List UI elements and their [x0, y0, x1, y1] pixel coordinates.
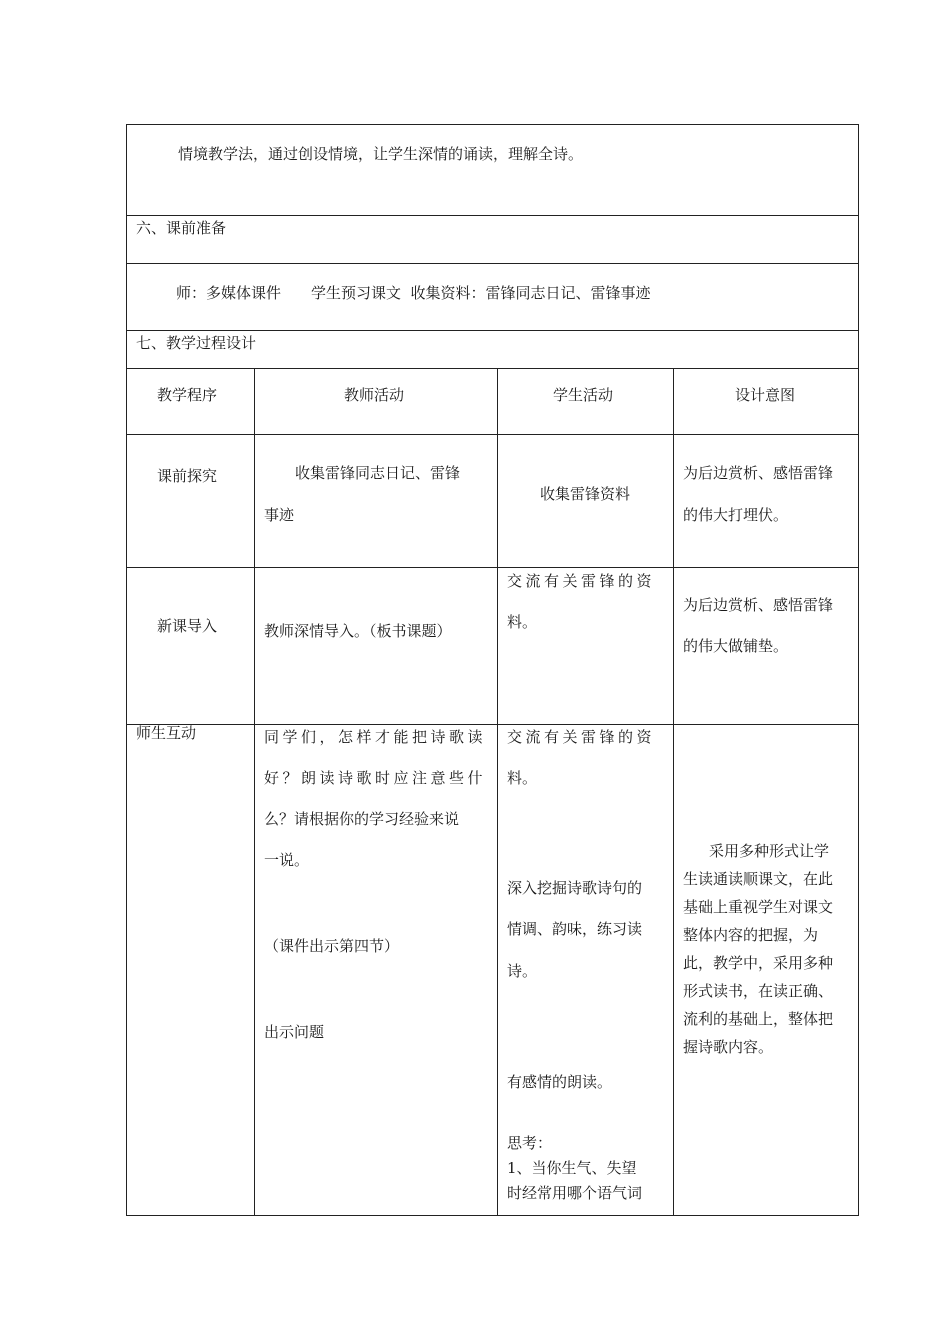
- student-activity-line: 交流有关雷锋的资: [507, 728, 656, 746]
- teacher-activity-line: 出示问题: [264, 1023, 325, 1041]
- column-header: 设计意图: [735, 386, 796, 404]
- student-activity-line: 有感情的朗读。: [507, 1073, 613, 1091]
- table-border: [126, 567, 859, 568]
- teacher-activity-line: 么？请根据你的学习经验来说: [264, 810, 460, 828]
- section-heading-preparation: 六、课前准备: [136, 219, 227, 237]
- design-intent-line: 基础上重视学生对课文: [683, 898, 834, 916]
- student-activity-line: 深入挖掘诗歌诗句的: [507, 879, 643, 897]
- student-activity-line: 时经常用哪个语气词: [507, 1184, 643, 1202]
- table-border: [126, 724, 859, 725]
- teacher-activity-line: 一说。: [264, 851, 310, 869]
- preparation-text: 师：多媒体课件 学生预习课文 收集资料：雷锋同志日记、雷锋事迹: [176, 284, 651, 302]
- teaching-method-text: 情境教学法，通过创设情境，让学生深情的诵读，理解全诗。: [178, 145, 584, 163]
- table-border: [497, 368, 498, 1216]
- table-border: [126, 124, 127, 1216]
- table-border: [126, 330, 859, 331]
- teacher-activity-line: 收集雷锋同志日记、雷锋: [295, 464, 461, 482]
- student-activity-line: 情调、韵味，练习读: [507, 920, 643, 938]
- teacher-activity-line: （课件出示第四节）: [264, 937, 400, 955]
- table-border: [126, 1215, 859, 1216]
- table-border: [126, 434, 859, 435]
- student-activity-line: 思考：: [507, 1134, 553, 1152]
- stage-cell: 新课导入: [157, 617, 218, 635]
- student-activity-line: 交流有关雷锋的资: [507, 572, 656, 590]
- table-border: [126, 263, 859, 264]
- stage-cell: 课前探究: [157, 467, 218, 485]
- design-intent-line: 形式读书，在读正确、: [683, 982, 834, 1000]
- student-activity-line: 1、当你生气、失望: [507, 1159, 637, 1177]
- column-header: 学生活动: [553, 386, 614, 404]
- teacher-activity-line: 事迹: [264, 506, 295, 524]
- design-intent-line: 生读通读顺课文，在此: [683, 870, 834, 888]
- student-activity-line: 诗。: [507, 962, 538, 980]
- table-border: [858, 124, 859, 1216]
- design-intent-line: 此，教学中，采用多种: [683, 954, 834, 972]
- design-intent-line: 的伟大做铺垫。: [683, 637, 789, 655]
- column-header: 教师活动: [344, 386, 405, 404]
- table-border: [254, 368, 255, 1216]
- design-intent-line: 为后边赏析、感悟雷锋: [683, 596, 834, 614]
- design-intent-line: 采用多种形式让学: [709, 842, 830, 860]
- table-border: [126, 368, 859, 369]
- design-intent-line: 整体内容的把握，为: [683, 926, 819, 944]
- teacher-activity-line: 同学们，怎样才能把诗歌读: [264, 728, 487, 746]
- teacher-activity-line: 教师深情导入。（板书课题）: [264, 622, 452, 640]
- student-activity-line: 收集雷锋资料: [540, 485, 631, 503]
- table-border: [126, 215, 859, 216]
- table-border: [126, 124, 859, 125]
- stage-cell: 师生互动: [136, 724, 197, 742]
- design-intent-line: 流利的基础上，整体把: [683, 1010, 834, 1028]
- table-border: [673, 368, 674, 1216]
- section-heading-process: 七、教学过程设计: [136, 334, 257, 352]
- design-intent-line: 握诗歌内容。: [683, 1038, 774, 1056]
- column-header: 教学程序: [157, 386, 218, 404]
- design-intent-line: 为后边赏析、感悟雷锋: [683, 464, 834, 482]
- design-intent-line: 的伟大打埋伏。: [683, 506, 789, 524]
- student-activity-line: 料。: [507, 613, 538, 631]
- student-activity-line: 料。: [507, 769, 538, 787]
- teacher-activity-line: 好？朗读诗歌时应注意些什: [264, 769, 487, 787]
